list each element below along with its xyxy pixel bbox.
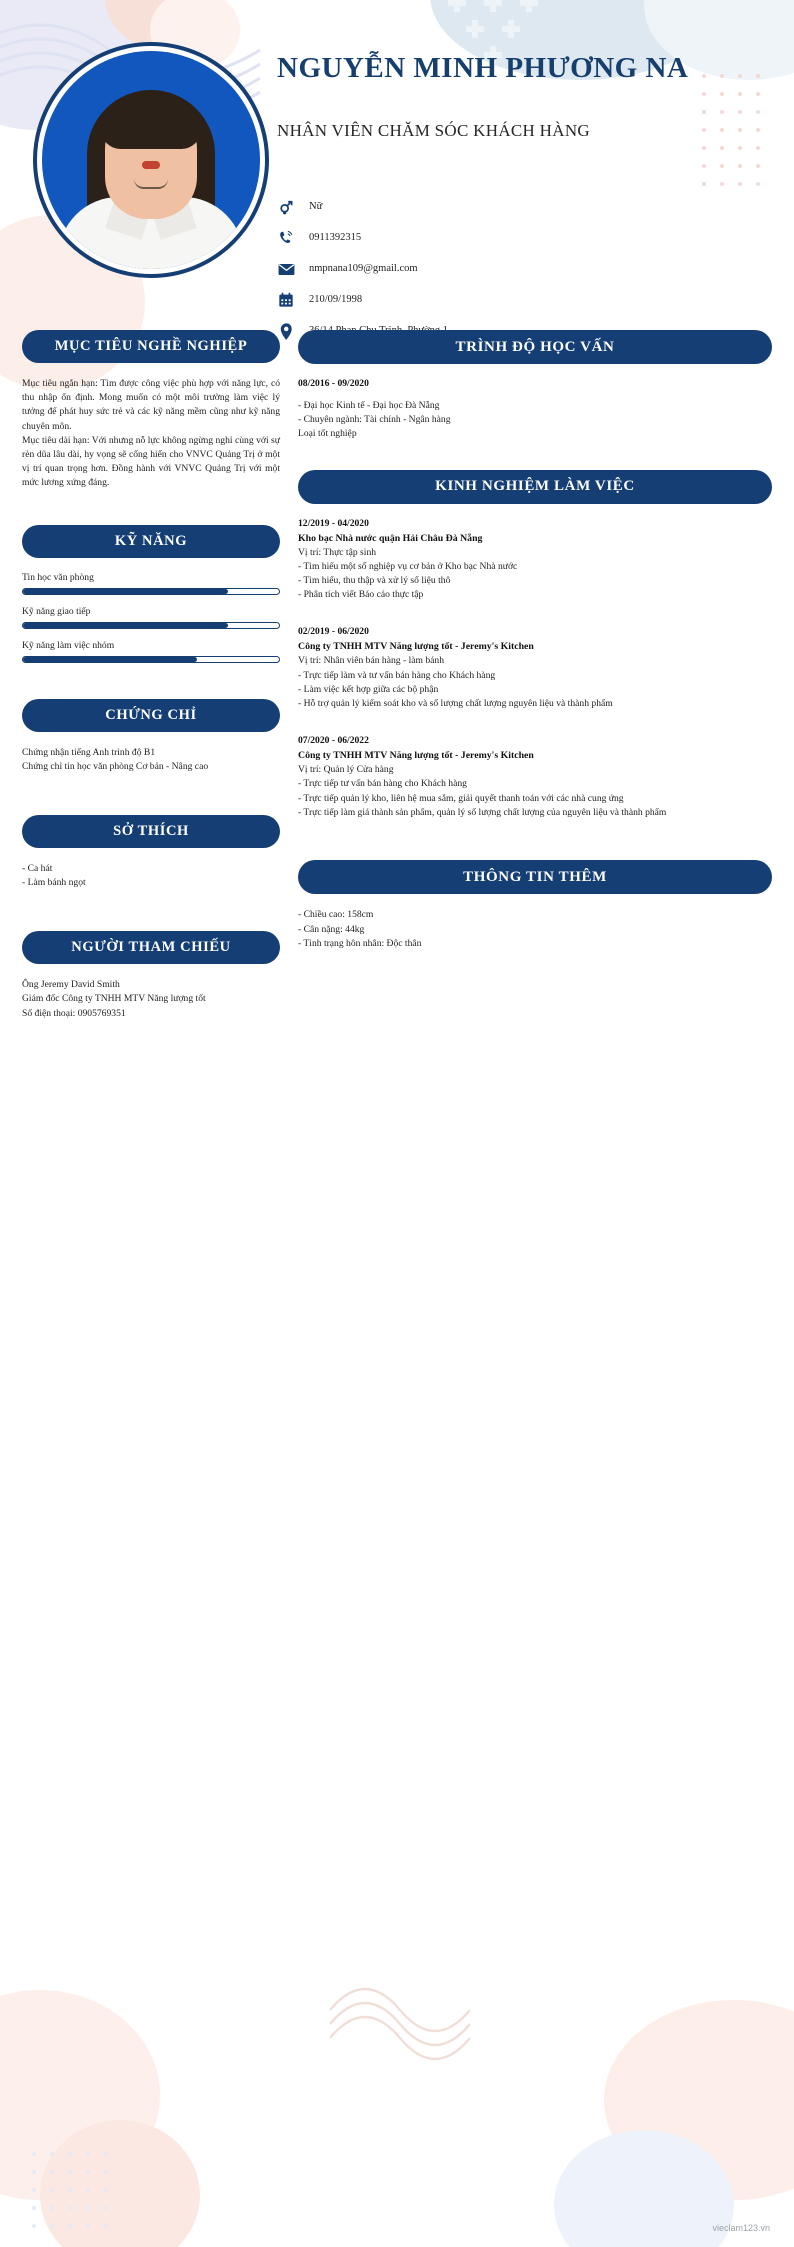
section-title-experience: KINH NGHIỆM LÀM VIỆC — [298, 470, 772, 504]
cv-header — [0, 0, 794, 330]
list-item: - Ca hát — [22, 862, 53, 874]
entry-line: - Tìm hiểu, thu thập và xử lý số liệu thô — [298, 575, 451, 587]
list-item: Chứng chỉ tin học văn phòng Cơ bản - Nâng cao — [22, 761, 209, 773]
skill-bar-fill — [23, 623, 228, 628]
email-icon — [277, 260, 295, 278]
list-item: - Chiều cao: 158cm — [298, 909, 374, 921]
entry-line: - Trực tiếp quản lý kho, liên hệ mua sắm, giải quyết thanh toán với các nhà cung ứng — [298, 792, 624, 804]
experience-entry — [298, 626, 772, 711]
entry-organization: Kho bạc Nhà nước quận Hải Châu Đà Nẵng — [298, 532, 483, 544]
entry-position: Vị trí: Thực tập sinh — [298, 546, 377, 558]
entry-date: 07/2020 - 06/2022 — [298, 735, 369, 747]
contact-row-gender — [277, 198, 451, 216]
section-title-skills: KỸ NĂNG — [22, 525, 280, 558]
objective-paragraph: Mục tiêu ngắn hạn: Tìm được công việc phù hợp với năng lực, có thu nhập ổn định. Mong muốn có một môi trường làm việc lý tưởng để phát huy sức trẻ và các kỹ năng mềm cũng như kỹ năng chuyên môn. — [22, 378, 280, 432]
entry-line: Loại tốt nghiệp — [298, 428, 357, 440]
skill-bar-fill — [23, 657, 197, 662]
entry-date: 02/2019 - 06/2020 — [298, 626, 369, 638]
entry-line: - Làm việc kết hợp giữa các bộ phận — [298, 683, 439, 695]
skill-bar — [22, 622, 280, 629]
contact-value: 210/09/1998 — [309, 294, 363, 305]
job-title: NHÂN VIÊN CHĂM SÓC KHÁCH HÀNG — [277, 121, 590, 140]
section-title-education: TRÌNH ĐỘ HỌC VẤN — [298, 330, 772, 364]
entry-line: - Trực tiếp tư vấn bán hàng cho Khách hàng — [298, 778, 467, 790]
section-education — [298, 330, 772, 442]
objective-text — [22, 377, 280, 491]
portrait-photo — [42, 51, 260, 269]
additional-info-list — [298, 908, 772, 952]
entry-date: 08/2016 - 09/2020 — [298, 378, 369, 389]
phone-icon — [277, 229, 295, 247]
experience-entry — [298, 518, 772, 603]
entry-line: - Hỗ trợ quản lý kiểm soát kho và số lượng chất lượng nguyên liệu và thành phẩm — [298, 698, 613, 710]
contact-row-email — [277, 260, 451, 278]
section-title-objective: MỤC TIÊU NGHỀ NGHIỆP — [22, 330, 280, 363]
hobby-list — [22, 862, 280, 891]
list-item: Số điện thoại: 0905769351 — [22, 1007, 126, 1019]
section-hobbies — [22, 815, 280, 891]
cv-body — [0, 330, 794, 1047]
skill-item — [22, 640, 280, 663]
entry-date: 12/2019 - 04/2020 — [298, 517, 369, 529]
entry-position: Vị trí: Quản lý Cửa hàng — [298, 764, 394, 776]
contact-row-birthday — [277, 291, 451, 309]
contact-value: Nữ — [309, 201, 323, 212]
skill-list — [22, 572, 280, 663]
experience-entry — [298, 735, 772, 820]
page-title: NGUYỄN MINH PHƯƠNG NA — [277, 52, 689, 84]
skill-bar-fill — [23, 589, 228, 594]
skill-item — [22, 606, 280, 629]
entry-line: - Trực tiếp làm giá thành sản phẩm, quản lý số lượng chất lượng của nguyên liệu và thành phẩm — [298, 806, 667, 818]
list-item: - Tình trạng hôn nhân: Độc thân — [298, 938, 422, 950]
gender-icon — [277, 198, 295, 216]
list-item: Giám đốc Công ty TNHH MTV Năng lượng tốt — [22, 993, 206, 1005]
skill-label: Tin học văn phòng — [22, 571, 94, 583]
list-item: - Làm bánh ngọt — [22, 877, 86, 889]
objective-paragraph: Mục tiêu dài hạn: Với nhưng nỗ lực không ngừng nghỉ cùng với sự rèn dũa lâu dài, hy vọng sẽ cống hiến cho VNVC Quảng Trị ở một vị trí quan trọng hơn. Đồng hành với VNVC Quảng Trị với một mức lương xứng đáng. — [22, 434, 280, 489]
section-objective — [22, 330, 280, 491]
list-item: - Cân nặng: 44kg — [298, 923, 365, 935]
entry-line: - Chuyên ngành: Tài chính - Ngân hàng — [298, 414, 451, 426]
entry-position: Vị trí: Nhân viên bán hàng - làm bánh — [298, 655, 445, 667]
skill-bar — [22, 656, 280, 663]
section-title-certificates: CHỨNG CHỈ — [22, 699, 280, 732]
skill-label: Kỹ năng giao tiếp — [22, 605, 91, 617]
avatar — [33, 42, 269, 278]
section-certificates — [22, 699, 280, 775]
education-entry — [298, 378, 772, 442]
section-title-references: NGƯỜI THAM CHIẾU — [22, 931, 280, 964]
reference-list — [22, 978, 280, 1022]
entry-line: - Trực tiếp làm và tư vấn bán hàng cho Khách hàng — [298, 669, 496, 681]
section-additional-info — [298, 860, 772, 952]
skill-label: Kỹ năng làm việc nhóm — [22, 639, 115, 651]
entry-organization: Công ty TNHH MTV Năng lượng tốt - Jeremy's Kitchen — [298, 641, 534, 653]
contact-row-phone — [277, 229, 451, 247]
section-experience — [298, 470, 772, 820]
list-item: Chứng nhận tiếng Anh trình độ B1 — [22, 746, 156, 758]
entry-line: - Phân tích viết Báo cáo thực tập — [298, 589, 424, 601]
contact-value: nmpnana109@gmail.com — [309, 263, 418, 274]
entry-organization: Công ty TNHH MTV Năng lượng tốt - Jeremy's Kitchen — [298, 750, 534, 762]
entry-line: - Tìm hiểu một số nghiệp vụ cơ bản ở Kho bạc Nhà nước — [298, 560, 518, 572]
certificate-list — [22, 746, 280, 775]
left-column — [22, 330, 280, 1047]
calendar-icon — [277, 291, 295, 309]
section-title-hobbies: SỞ THÍCH — [22, 815, 280, 848]
section-skills — [22, 525, 280, 663]
section-title-additional-info: THÔNG TIN THÊM — [298, 860, 772, 894]
skill-item — [22, 572, 280, 595]
contact-value: 0911392315 — [309, 232, 362, 243]
right-column — [298, 330, 772, 1047]
entry-line: - Đại học Kinh tế - Đại học Đà Nẵng — [298, 400, 440, 411]
list-item: Ông Jeremy David Smith — [22, 978, 120, 990]
section-references — [22, 931, 280, 1022]
footer-brand: vieclam123.vn — [712, 2223, 770, 2233]
skill-bar — [22, 588, 280, 595]
